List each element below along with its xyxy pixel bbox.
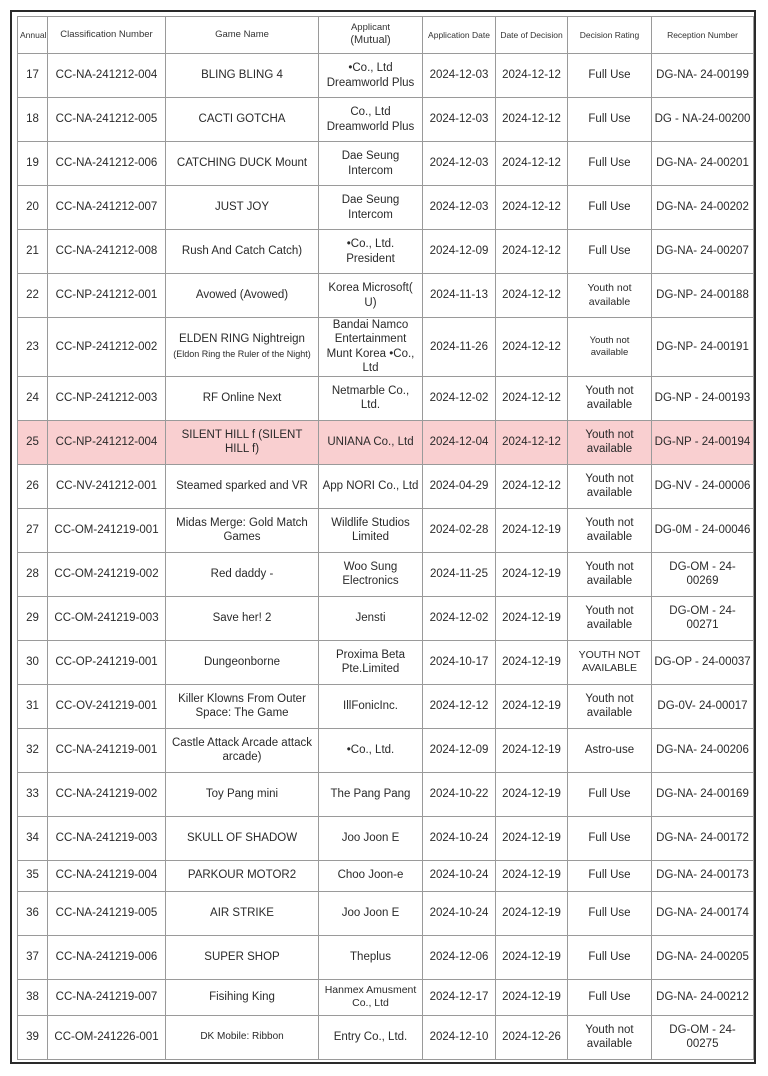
table-row [18, 230, 754, 274]
cell-reception: DG - NA-24-00200 [652, 98, 754, 142]
table-row [18, 891, 754, 935]
cell-game-name: RF Online Next [166, 376, 319, 420]
cell-decision-date: 2024-12-19 [496, 728, 568, 772]
cell-annual: 29 [18, 596, 48, 640]
table-row [18, 54, 754, 98]
cell-application-date: 2024-10-24 [423, 860, 496, 891]
cell-application-date: 2024-12-10 [423, 1015, 496, 1059]
game-subtitle: (Eldon Ring the Ruler of the Night) [173, 348, 311, 359]
cell-applicant: Choo Joon-e [319, 860, 423, 891]
cell-rating: Full Use [568, 142, 652, 186]
cell-classification: CC-NP-241212-003 [48, 376, 166, 420]
cell-reception: DG-NA- 24-00173 [652, 860, 754, 891]
cell-decision-date: 2024-12-19 [496, 684, 568, 728]
cell-application-date: 2024-04-29 [423, 464, 496, 508]
table-row [18, 772, 754, 816]
cell-application-date: 2024-12-12 [423, 684, 496, 728]
cell-application-date: 2024-10-24 [423, 891, 496, 935]
cell-annual: 24 [18, 376, 48, 420]
cell-classification: CC-NA-241219-004 [48, 860, 166, 891]
cell-rating: Full Use [568, 979, 652, 1015]
table-row [18, 596, 754, 640]
cell-reception: DG-0V- 24-00017 [652, 684, 754, 728]
cell-classification: CC-OM-241219-001 [48, 508, 166, 552]
cell-application-date: 2024-12-02 [423, 376, 496, 420]
cell-classification: CC-OM-241219-002 [48, 552, 166, 596]
cell-annual: 35 [18, 860, 48, 891]
cell-reception: DG-NA- 24-00174 [652, 891, 754, 935]
cell-decision-date: 2024-12-12 [496, 142, 568, 186]
cell-decision-date: 2024-12-19 [496, 860, 568, 891]
cell-rating: Full Use [568, 891, 652, 935]
cell-classification: CC-NA-241212-005 [48, 98, 166, 142]
table-row [18, 1015, 754, 1059]
cell-classification: CC-OP-241219-001 [48, 640, 166, 684]
table-row [18, 552, 754, 596]
cell-annual: 30 [18, 640, 48, 684]
cell-game-name: Castle Attack Arcade attack arcade) [166, 728, 319, 772]
cell-rating: Youth not available [568, 318, 652, 377]
cell-annual: 23 [18, 318, 48, 377]
header-row [18, 17, 754, 54]
cell-applicant: Netmarble Co., Ltd. [319, 376, 423, 420]
cell-reception: DG-NA- 24-00202 [652, 186, 754, 230]
cell-game-name: JUST JOY [166, 186, 319, 230]
cell-reception: DG-NA- 24-00205 [652, 935, 754, 979]
cell-application-date: 2024-11-13 [423, 274, 496, 318]
header-applicant [319, 17, 423, 54]
cell-annual: 27 [18, 508, 48, 552]
table-row [18, 508, 754, 552]
cell-reception: DG-NA- 24-00212 [652, 979, 754, 1015]
cell-annual: 25 [18, 420, 48, 464]
cell-application-date: 2024-12-03 [423, 186, 496, 230]
cell-annual: 32 [18, 728, 48, 772]
header-decision-date: Date of Decision [496, 17, 568, 54]
cell-annual: 34 [18, 816, 48, 860]
game-title: ELDEN RING Nightreign [179, 333, 305, 346]
cell-game-name: Steamed sparked and VR [166, 464, 319, 508]
cell-annual: 31 [18, 684, 48, 728]
cell-rating: Full Use [568, 230, 652, 274]
cell-classification: CC-NA-241219-005 [48, 891, 166, 935]
cell-decision-date: 2024-12-19 [496, 979, 568, 1015]
cell-reception: DG-NA- 24-00206 [652, 728, 754, 772]
cell-decision-date: 2024-12-19 [496, 596, 568, 640]
cell-rating: Youth not available [568, 1015, 652, 1059]
cell-decision-date: 2024-12-19 [496, 508, 568, 552]
header-game-name: Game Name [166, 17, 319, 54]
cell-rating: Youth not available [568, 420, 652, 464]
cell-reception: DG-OP - 24-00037 [652, 640, 754, 684]
cell-game-name: Toy Pang mini [166, 772, 319, 816]
cell-decision-date: 2024-12-26 [496, 1015, 568, 1059]
cell-reception: DG-NP - 24-00193 [652, 376, 754, 420]
cell-application-date: 2024-12-03 [423, 142, 496, 186]
cell-annual: 17 [18, 54, 48, 98]
cell-decision-date: 2024-12-19 [496, 772, 568, 816]
cell-decision-date: 2024-12-19 [496, 816, 568, 860]
cell-annual: 26 [18, 464, 48, 508]
cell-decision-date: 2024-12-19 [496, 640, 568, 684]
cell-game-name: PARKOUR MOTOR2 [166, 860, 319, 891]
cell-reception: DG-NA- 24-00199 [652, 54, 754, 98]
cell-rating: Full Use [568, 772, 652, 816]
cell-classification: CC-NA-241212-007 [48, 186, 166, 230]
cell-decision-date: 2024-12-12 [496, 376, 568, 420]
cell-decision-date: 2024-12-12 [496, 230, 568, 274]
cell-application-date: 2024-12-09 [423, 728, 496, 772]
cell-annual: 33 [18, 772, 48, 816]
cell-reception: DG-NP- 24-00188 [652, 274, 754, 318]
cell-classification: CC-NA-241212-006 [48, 142, 166, 186]
cell-reception: DG-OM - 24-00271 [652, 596, 754, 640]
table-row [18, 935, 754, 979]
cell-game-name: Save her! 2 [166, 596, 319, 640]
table-row [18, 979, 754, 1015]
table-row [18, 640, 754, 684]
header-classification: Classification Number [48, 17, 166, 54]
cell-applicant: Proxima Beta Pte.Limited [319, 640, 423, 684]
cell-reception: DG-NV - 24-00006 [652, 464, 754, 508]
table-row [18, 464, 754, 508]
cell-applicant: Hanmex Amusment Co., Ltd [319, 979, 423, 1015]
table-row [18, 318, 754, 377]
header-rating: Decision Rating [568, 17, 652, 54]
cell-reception: DG-NA- 24-00172 [652, 816, 754, 860]
cell-applicant: Dae Seung Intercom [319, 186, 423, 230]
cell-annual: 18 [18, 98, 48, 142]
cell-application-date: 2024-02-28 [423, 508, 496, 552]
cell-application-date: 2024-11-26 [423, 318, 496, 377]
cell-applicant: Joo Joon E [319, 816, 423, 860]
header-reception: Reception Number [652, 17, 754, 54]
cell-reception: DG-OM - 24-00269 [652, 552, 754, 596]
cell-application-date: 2024-12-04 [423, 420, 496, 464]
cell-annual: 28 [18, 552, 48, 596]
cell-applicant: IllFonicInc. [319, 684, 423, 728]
cell-game-name: CACTI GOTCHA [166, 98, 319, 142]
cell-game-name: Rush And Catch Catch) [166, 230, 319, 274]
cell-rating: Youth not available [568, 596, 652, 640]
cell-classification: CC-NA-241219-006 [48, 935, 166, 979]
table-row [18, 142, 754, 186]
cell-rating: Full Use [568, 935, 652, 979]
cell-annual: 38 [18, 979, 48, 1015]
cell-rating: Full Use [568, 98, 652, 142]
cell-classification: CC-NA-241212-008 [48, 230, 166, 274]
cell-decision-date: 2024-12-12 [496, 98, 568, 142]
cell-decision-date: 2024-12-19 [496, 891, 568, 935]
cell-application-date: 2024-10-22 [423, 772, 496, 816]
cell-decision-date: 2024-12-12 [496, 186, 568, 230]
cell-application-date: 2024-12-03 [423, 98, 496, 142]
cell-annual: 20 [18, 186, 48, 230]
table-row [18, 186, 754, 230]
cell-applicant: •Co., Ltd. [319, 728, 423, 772]
cell-applicant: Co., Ltd Dreamworld Plus [319, 98, 423, 142]
cell-applicant: The Pang Pang [319, 772, 423, 816]
cell-application-date: 2024-12-17 [423, 979, 496, 1015]
cell-reception: DG-NA- 24-00169 [652, 772, 754, 816]
cell-classification: CC-NP-241212-002 [48, 318, 166, 377]
cell-application-date: 2024-12-02 [423, 596, 496, 640]
cell-classification: CC-NA-241219-007 [48, 979, 166, 1015]
cell-game-name: Dungeonborne [166, 640, 319, 684]
cell-classification: CC-OV-241219-001 [48, 684, 166, 728]
cell-game-name: SUPER SHOP [166, 935, 319, 979]
cell-annual: 39 [18, 1015, 48, 1059]
cell-game-name: SILENT HILL f (SILENT HILL f) [166, 420, 319, 464]
cell-applicant: Woo Sung Electronics [319, 552, 423, 596]
cell-reception: DG-NP- 24-00191 [652, 318, 754, 377]
cell-classification: CC-NA-241219-003 [48, 816, 166, 860]
table-row [18, 98, 754, 142]
table-row [18, 860, 754, 891]
cell-application-date: 2024-12-09 [423, 230, 496, 274]
cell-game-name: SKULL OF SHADOW [166, 816, 319, 860]
cell-reception: DG-OM - 24-00275 [652, 1015, 754, 1059]
cell-rating: Full Use [568, 860, 652, 891]
cell-applicant: Korea Microsoft( U) [319, 274, 423, 318]
cell-annual: 22 [18, 274, 48, 318]
cell-classification: CC-NV-241212-001 [48, 464, 166, 508]
cell-rating: Full Use [568, 816, 652, 860]
table-row [18, 728, 754, 772]
table-row-highlighted [18, 420, 754, 464]
cell-annual: 36 [18, 891, 48, 935]
header-application-date: Application Date [423, 17, 496, 54]
cell-annual: 21 [18, 230, 48, 274]
cell-game-name: Avowed (Avowed) [166, 274, 319, 318]
cell-classification: CC-NA-241219-001 [48, 728, 166, 772]
cell-reception: DG-NA- 24-00201 [652, 142, 754, 186]
table-row [18, 684, 754, 728]
cell-decision-date: 2024-12-12 [496, 318, 568, 377]
cell-decision-date: 2024-12-12 [496, 464, 568, 508]
cell-game-name: Midas Merge: Gold Match Games [166, 508, 319, 552]
cell-application-date: 2024-10-24 [423, 816, 496, 860]
cell-classification: CC-OM-241219-003 [48, 596, 166, 640]
cell-applicant: UNIANA Co., Ltd [319, 420, 423, 464]
cell-rating: Full Use [568, 54, 652, 98]
cell-application-date: 2024-11-25 [423, 552, 496, 596]
cell-applicant: Joo Joon E [319, 891, 423, 935]
cell-game-name: BLING BLING 4 [166, 54, 319, 98]
cell-application-date: 2024-12-06 [423, 935, 496, 979]
header-applicant-label: Applicant [350, 22, 391, 34]
table-row [18, 816, 754, 860]
cell-application-date: 2024-12-03 [423, 54, 496, 98]
cell-rating: Youth not available [568, 684, 652, 728]
cell-applicant: Wildlife Studios Limited [319, 508, 423, 552]
cell-annual: 19 [18, 142, 48, 186]
cell-classification: CC-OM-241226-001 [48, 1015, 166, 1059]
cell-game-name: Killer Klowns From Outer Space: The Game [166, 684, 319, 728]
cell-applicant: App NORI Co., Ltd [319, 464, 423, 508]
cell-decision-date: 2024-12-12 [496, 420, 568, 464]
cell-classification: CC-NA-241219-002 [48, 772, 166, 816]
cell-game-name: DK Mobile: Ribbon [166, 1015, 319, 1059]
cell-reception: DG-0M - 24-00046 [652, 508, 754, 552]
cell-game-name: Red daddy - [166, 552, 319, 596]
cell-game-name: Fisihing King [166, 979, 319, 1015]
header-annual: Annual [18, 17, 48, 54]
cell-decision-date: 2024-12-12 [496, 274, 568, 318]
cell-reception: DG-NP - 24-00194 [652, 420, 754, 464]
cell-decision-date: 2024-12-19 [496, 935, 568, 979]
cell-rating: Youth not available [568, 508, 652, 552]
cell-rating: Full Use [568, 186, 652, 230]
rating-table [17, 16, 754, 1060]
cell-classification: CC-NP-241212-001 [48, 274, 166, 318]
cell-applicant: Bandai Namco Entertainment Munt Korea •Co., Ltd [319, 318, 423, 377]
cell-rating: YOUTH NOT AVAILABLE [568, 640, 652, 684]
cell-applicant: Entry Co., Ltd. [319, 1015, 423, 1059]
cell-rating: Youth not available [568, 464, 652, 508]
cell-applicant: Jensti [319, 596, 423, 640]
header-applicant-sub: (Mutual) [350, 34, 391, 47]
cell-applicant: •Co., Ltd. President [319, 230, 423, 274]
cell-game-name: AIR STRIKE [166, 891, 319, 935]
cell-game-name: CATCHING DUCK Mount [166, 142, 319, 186]
cell-annual: 37 [18, 935, 48, 979]
cell-rating: Youth not available [568, 376, 652, 420]
cell-applicant: •Co., Ltd Dreamworld Plus [319, 54, 423, 98]
cell-decision-date: 2024-12-12 [496, 54, 568, 98]
cell-game-name [166, 318, 319, 377]
cell-classification: CC-NP-241212-004 [48, 420, 166, 464]
cell-decision-date: 2024-12-19 [496, 552, 568, 596]
cell-rating: Youth not available [568, 552, 652, 596]
cell-rating: Astro-use [568, 728, 652, 772]
cell-rating: Youth not available [568, 274, 652, 318]
cell-reception: DG-NA- 24-00207 [652, 230, 754, 274]
cell-application-date: 2024-10-17 [423, 640, 496, 684]
cell-classification: CC-NA-241212-004 [48, 54, 166, 98]
table-row [18, 376, 754, 420]
cell-applicant: Dae Seung Intercom [319, 142, 423, 186]
table-row [18, 274, 754, 318]
cell-applicant: Theplus [319, 935, 423, 979]
